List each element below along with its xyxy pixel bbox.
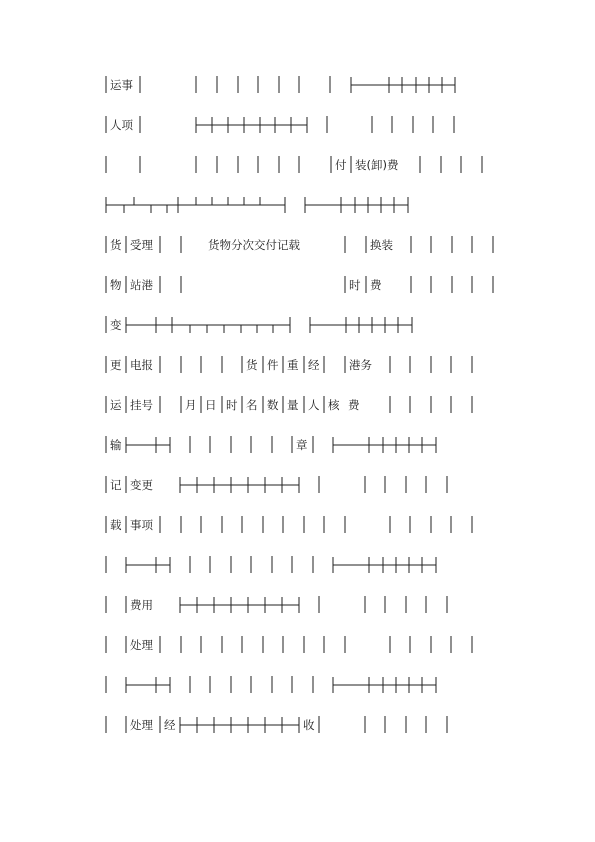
label-geng: 更	[110, 358, 122, 372]
label-port-affairs: 港务	[349, 358, 372, 372]
label-quantity: 量	[287, 398, 299, 412]
form-row-10	[106, 436, 436, 453]
form-row-12	[106, 516, 472, 533]
label-processing: 处理	[130, 638, 153, 652]
label-hour: 时	[226, 398, 238, 412]
label-handled: 经	[308, 358, 320, 372]
form-row-4	[106, 197, 408, 213]
tick-line	[180, 597, 299, 613]
label-shu: 输	[110, 438, 122, 452]
label-bian: 变	[110, 318, 122, 332]
tick-line	[196, 117, 307, 133]
label-seal: 章	[296, 438, 308, 452]
form-row-3	[106, 156, 482, 173]
form-row-11	[106, 476, 447, 493]
tick-line	[126, 677, 170, 693]
label-change: 变更	[130, 478, 153, 492]
tick-line	[351, 77, 455, 93]
label-items: 事项	[130, 518, 153, 532]
form-row-16	[106, 676, 436, 693]
label-fu: 付	[335, 158, 347, 172]
tick-line	[126, 317, 290, 333]
tick-line	[126, 557, 170, 573]
form-row-17	[106, 716, 447, 733]
label-fee-2: 费	[348, 398, 360, 412]
label-yun-shi: 运事	[110, 78, 133, 92]
form-row-15	[106, 636, 472, 653]
tick-line	[310, 317, 412, 333]
label-weight: 重	[287, 358, 299, 372]
form-row-6	[106, 276, 493, 293]
label-day: 日	[205, 398, 217, 412]
label-zai: 载	[110, 518, 122, 532]
label-expenses: 费用	[130, 598, 153, 612]
label-registered: 挂号	[130, 398, 153, 412]
tick-line	[305, 197, 408, 213]
label-processing-2: 处理	[130, 718, 153, 732]
form-row-5	[106, 236, 493, 253]
form-row-9	[106, 396, 472, 413]
label-loading-fee: 装(卸)费	[355, 158, 399, 172]
label-ji: 记	[110, 478, 122, 492]
tick-line	[180, 717, 299, 733]
form-row-8	[106, 356, 472, 373]
label-huo: 货	[110, 238, 122, 252]
tick-line	[333, 437, 436, 453]
label-transshipment: 换装	[370, 238, 393, 252]
form-row-2	[106, 116, 454, 133]
label-pieces: 件	[267, 358, 279, 372]
label-person: 人	[308, 398, 320, 412]
label-jing: 经	[164, 718, 176, 732]
form-row-7	[106, 316, 412, 333]
form-row-13	[106, 556, 436, 573]
label-shi: 时	[349, 278, 361, 292]
label-telegram: 电报	[130, 358, 153, 372]
form-row-14	[106, 596, 447, 613]
tick-line	[333, 677, 436, 693]
tick-line	[126, 437, 170, 453]
label-fei: 费	[370, 278, 382, 292]
label-wu: 物	[110, 278, 122, 292]
form-row-1	[106, 76, 455, 93]
label-cargo: 货	[246, 358, 258, 372]
label-name: 名	[246, 398, 258, 412]
label-shou: 收	[303, 718, 315, 732]
label-partial-delivery-record: 货物分次交付记载	[208, 238, 300, 252]
label-acceptance: 受理	[130, 238, 153, 252]
label-ren-xiang: 人项	[110, 118, 133, 132]
label-month: 月	[185, 398, 197, 412]
label-yun: 运	[110, 398, 122, 412]
tick-line	[106, 197, 285, 213]
tick-line	[180, 477, 299, 493]
label-verify: 核	[328, 398, 340, 412]
label-station-port: 站港	[130, 278, 153, 292]
tick-line	[333, 557, 436, 573]
label-count: 数	[267, 398, 279, 412]
